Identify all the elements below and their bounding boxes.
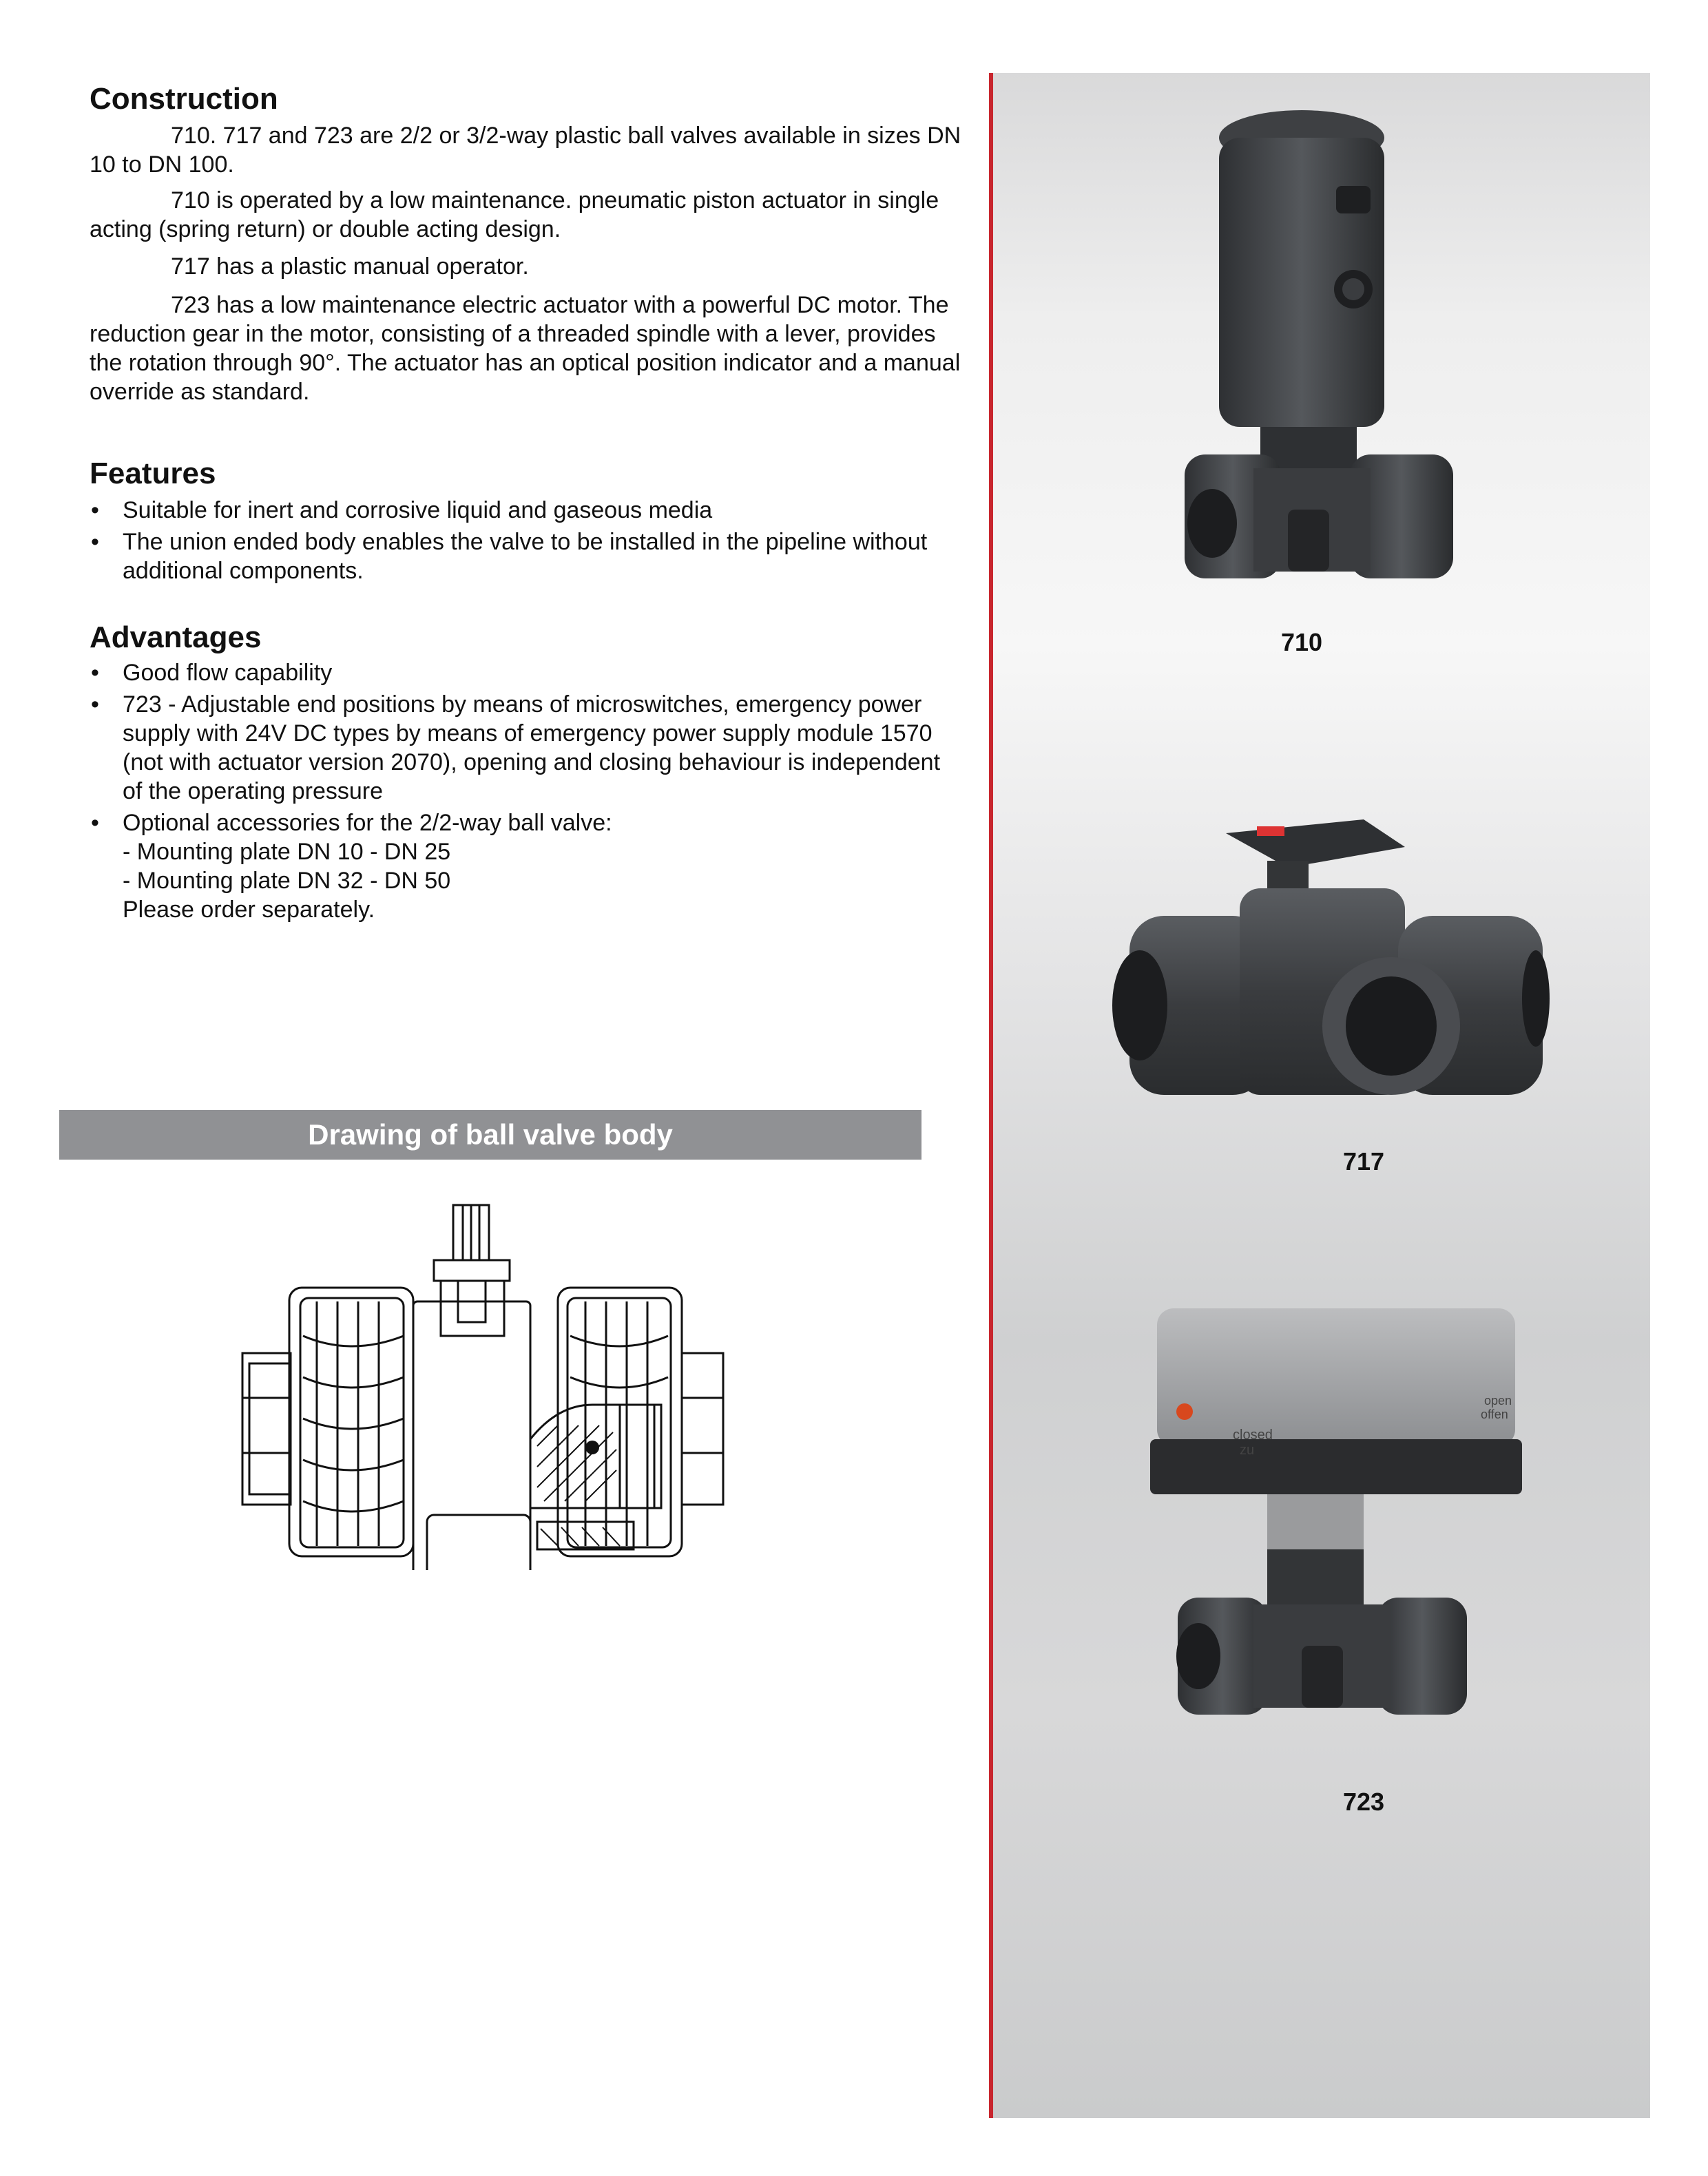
construction-paragraph-3: 717 has a plastic manual operator.: [171, 253, 529, 280]
valve-717-svg: [1102, 819, 1570, 1136]
open-label: open: [1484, 1394, 1512, 1408]
ball-valve-drawing-svg: [234, 1198, 730, 1570]
list-item: • The union ended body enables the valve to be installed in the pipeline without additional components.: [91, 529, 928, 584]
construction-paragraph-1: 710. 717 and 723 are 2/2 or 3/2-way plastic ball valves available in sizes DN 10 to DN 100.: [90, 123, 961, 178]
product-710-caption: 710: [1280, 628, 1323, 656]
bullet-icon: •: [91, 497, 99, 523]
product-723-image: [1129, 1301, 1543, 1770]
product-717-caption: 717: [1342, 1147, 1385, 1175]
bullet-icon: •: [91, 691, 99, 718]
offen-label: offen: [1481, 1408, 1508, 1421]
advantages-heading: Advantages: [90, 620, 262, 654]
bullet-icon: •: [91, 810, 99, 836]
bullet-icon: •: [91, 529, 99, 555]
list-item: • Optional accessories for the 2/2-way ball valve: - Mounting plate DN 10 - DN 25 - Mounting plate DN 32 - DN 50 Please order separately.: [91, 810, 612, 923]
advantages-section: [90, 620, 964, 927]
features-list: [90, 496, 964, 585]
features-heading: Features: [90, 457, 216, 490]
zu-label: zu: [1240, 1443, 1255, 1458]
construction-paragraph-2: 710 is operated by a low maintenance. pneumatic piston actuator in single acting (spring return) or double acting design.: [90, 187, 939, 242]
valve-710-svg: [1178, 96, 1467, 620]
product-723-caption: 723: [1342, 1788, 1385, 1816]
closed-label: closed: [1233, 1427, 1273, 1443]
list-item: • 723 - Adjustable end positions by means of microswitches, emergency power supply with 24V DC types by means of emergency power supply module 1570 (not with actuator version 2070), opening and closing behaviour is independent of the operating pressure: [91, 691, 941, 804]
advantages-list: [90, 658, 964, 924]
bullet-icon: •: [91, 660, 99, 686]
features-section: [90, 456, 964, 588]
list-item: • Good flow capability: [91, 660, 333, 686]
product-710-image: [1178, 96, 1467, 620]
construction-section: [90, 81, 964, 406]
construction-heading: Construction: [90, 82, 278, 116]
valve-723-svg: [1129, 1301, 1543, 1770]
list-item: • Suitable for inert and corrosive liquid and gaseous media: [91, 497, 713, 523]
construction-paragraph-4: 723 has a low maintenance electric actuator with a powerful DC motor. The reduction gear in the motor, consisting of a threaded spindle with a lever, provides the rotation through 90°. The actuator has an optical position indicator and a manual override as standard.: [90, 292, 961, 405]
accent-stripe: [989, 73, 993, 2118]
ball-valve-drawing: [234, 1198, 730, 1570]
product-717-image: [1102, 819, 1570, 1136]
drawing-banner: Drawing of ball valve body: [59, 1110, 921, 1160]
